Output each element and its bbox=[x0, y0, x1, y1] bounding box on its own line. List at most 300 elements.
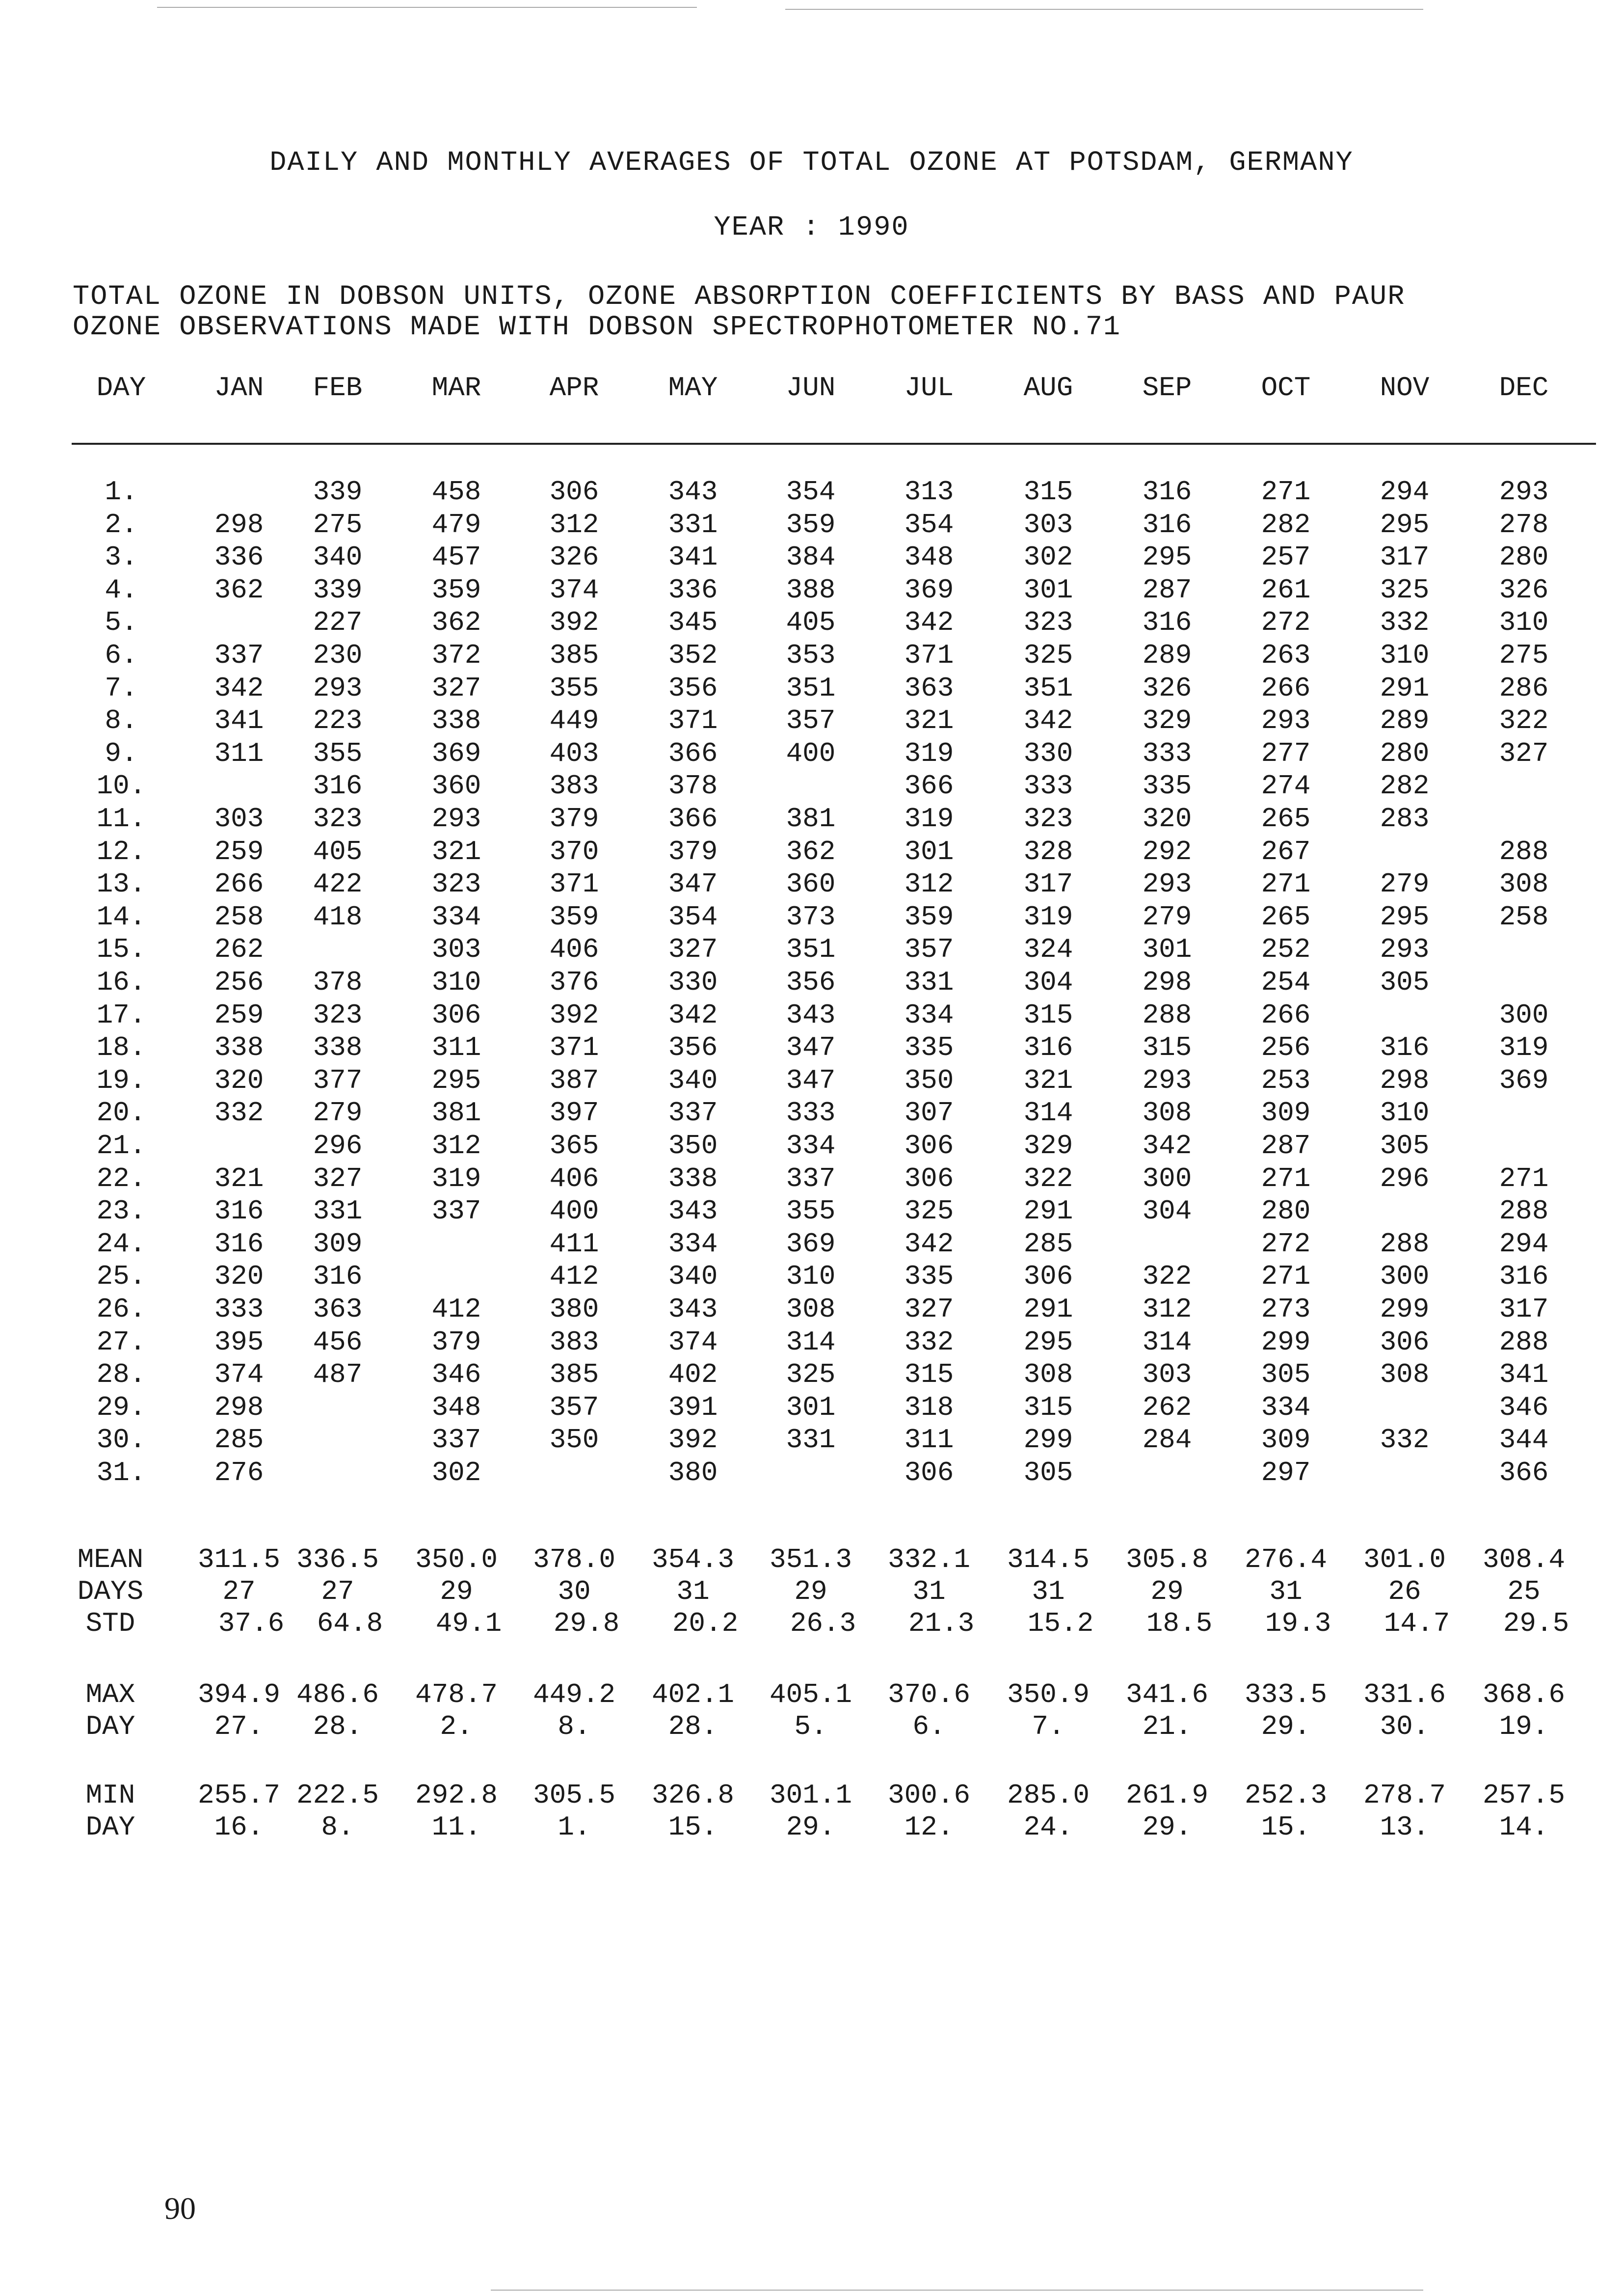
table-cell: 337 bbox=[786, 1162, 836, 1194]
table-cell: 293 bbox=[1142, 1064, 1192, 1096]
table-cell: 359 bbox=[549, 901, 599, 933]
table-cell: 385 bbox=[549, 640, 599, 671]
minday-label: DAY bbox=[85, 1811, 135, 1843]
minday-value: 1. bbox=[558, 1811, 591, 1843]
table-cell: 315 bbox=[1023, 1391, 1073, 1423]
table-cell: 280 bbox=[1380, 737, 1430, 769]
table-cell: 366 bbox=[1499, 1457, 1549, 1488]
table-cell: 333 bbox=[1142, 737, 1192, 769]
table-cell: 312 bbox=[431, 1130, 481, 1162]
table-cell: 338 bbox=[431, 705, 481, 737]
table-cell: 357 bbox=[904, 934, 954, 966]
day-label: 24. bbox=[96, 1228, 146, 1260]
table-cell: 323 bbox=[431, 868, 481, 900]
year-line: YEAR : 1990 bbox=[714, 212, 909, 243]
table-cell: 308 bbox=[786, 1294, 836, 1325]
day-label: 16. bbox=[96, 967, 146, 998]
table-cell: 340 bbox=[313, 541, 363, 573]
table-cell: 293 bbox=[431, 803, 481, 835]
table-cell: 294 bbox=[1499, 1228, 1549, 1260]
mean-value: 336.5 bbox=[296, 1544, 379, 1575]
table-cell: 341 bbox=[668, 541, 718, 573]
table-cell: 334 bbox=[786, 1130, 836, 1162]
days-value: 30 bbox=[558, 1576, 591, 1607]
min-value: 305.5 bbox=[532, 1780, 616, 1811]
table-cell: 316 bbox=[1142, 509, 1192, 540]
table-cell: 303 bbox=[214, 803, 264, 835]
days-value: 27 bbox=[222, 1576, 256, 1607]
scan-mark-top bbox=[157, 7, 697, 8]
table-cell: 400 bbox=[786, 737, 836, 769]
table-cell: 319 bbox=[1499, 1032, 1549, 1064]
table-cell: 330 bbox=[1023, 737, 1073, 769]
day-label: 2. bbox=[105, 509, 138, 540]
minday-value: 15. bbox=[668, 1811, 718, 1843]
table-cell: 323 bbox=[313, 999, 363, 1031]
table-cell: 350 bbox=[668, 1130, 718, 1162]
table-cell: 342 bbox=[1023, 705, 1073, 737]
minday-value: 12. bbox=[904, 1811, 954, 1843]
table-cell: 327 bbox=[1499, 737, 1549, 769]
column-header-mar: MAR bbox=[431, 372, 481, 404]
table-cell: 316 bbox=[313, 770, 363, 802]
table-cell: 315 bbox=[1142, 1032, 1192, 1064]
table-cell: 227 bbox=[313, 607, 363, 639]
table-cell: 274 bbox=[1261, 770, 1311, 802]
table-cell: 335 bbox=[1142, 770, 1192, 802]
table-cell: 369 bbox=[904, 574, 954, 606]
maxday-value: 2. bbox=[440, 1711, 473, 1742]
table-cell: 271 bbox=[1261, 1162, 1311, 1194]
table-cell: 316 bbox=[1142, 476, 1192, 508]
table-cell: 377 bbox=[313, 1064, 363, 1096]
table-cell: 295 bbox=[1380, 901, 1430, 933]
table-cell: 487 bbox=[313, 1359, 363, 1391]
table-cell: 316 bbox=[1499, 1261, 1549, 1293]
table-cell: 395 bbox=[214, 1326, 264, 1358]
maxday-value: 28. bbox=[313, 1711, 363, 1742]
table-cell: 271 bbox=[1261, 476, 1311, 508]
table-cell: 371 bbox=[904, 640, 954, 671]
day-label: 25. bbox=[96, 1261, 146, 1293]
table-cell: 322 bbox=[1499, 705, 1549, 737]
table-cell: 422 bbox=[313, 868, 363, 900]
table-cell: 306 bbox=[904, 1130, 954, 1162]
min-value: 222.5 bbox=[296, 1780, 379, 1811]
table-cell: 316 bbox=[313, 1261, 363, 1293]
table-cell: 348 bbox=[431, 1391, 481, 1423]
table-cell: 331 bbox=[313, 1195, 363, 1227]
column-header-aug: AUG bbox=[1023, 372, 1073, 404]
table-cell: 305 bbox=[1380, 1130, 1430, 1162]
table-cell: 405 bbox=[313, 836, 363, 867]
days-value: 29 bbox=[794, 1576, 827, 1607]
table-cell: 288 bbox=[1499, 1195, 1549, 1227]
table-cell: 278 bbox=[1499, 509, 1549, 540]
table-cell: 351 bbox=[1023, 672, 1073, 704]
table-cell: 303 bbox=[1142, 1359, 1192, 1391]
table-cell: 320 bbox=[214, 1064, 264, 1096]
table-cell: 334 bbox=[904, 999, 954, 1031]
table-cell: 370 bbox=[549, 836, 599, 867]
table-cell: 337 bbox=[668, 1097, 718, 1129]
table-cell: 418 bbox=[313, 901, 363, 933]
table-cell: 275 bbox=[313, 509, 363, 540]
column-header-apr: APR bbox=[549, 372, 599, 404]
table-cell: 359 bbox=[904, 901, 954, 933]
table-cell: 252 bbox=[1261, 934, 1311, 966]
table-cell: 259 bbox=[214, 836, 264, 867]
table-cell: 315 bbox=[1023, 476, 1073, 508]
table-cell: 303 bbox=[1023, 509, 1073, 540]
table-cell: 299 bbox=[1380, 1294, 1430, 1325]
table-cell: 323 bbox=[1023, 607, 1073, 639]
day-label: 31. bbox=[96, 1457, 146, 1488]
table-cell: 289 bbox=[1380, 705, 1430, 737]
mean-value: 314.5 bbox=[1007, 1544, 1090, 1575]
table-cell: 342 bbox=[904, 607, 954, 639]
table-cell: 342 bbox=[904, 1228, 954, 1260]
table-cell: 341 bbox=[214, 705, 264, 737]
table-cell: 287 bbox=[1142, 574, 1192, 606]
table-cell: 301 bbox=[1023, 574, 1073, 606]
day-label: 7. bbox=[105, 672, 138, 704]
table-cell: 305 bbox=[1023, 1457, 1073, 1488]
table-cell: 263 bbox=[1261, 640, 1311, 671]
std-value: 21.3 bbox=[908, 1608, 975, 1639]
day-label: 8. bbox=[105, 705, 138, 737]
table-cell: 291 bbox=[1023, 1294, 1073, 1325]
max-value: 368.6 bbox=[1482, 1679, 1566, 1710]
table-cell: 366 bbox=[668, 737, 718, 769]
table-cell: 325 bbox=[1380, 574, 1430, 606]
table-cell: 306 bbox=[1023, 1261, 1073, 1293]
table-cell: 351 bbox=[786, 672, 836, 704]
maxday-value: 5. bbox=[794, 1711, 827, 1742]
table-cell: 347 bbox=[786, 1032, 836, 1064]
min-value: 255.7 bbox=[197, 1780, 281, 1811]
table-cell: 397 bbox=[549, 1097, 599, 1129]
column-header-jul: JUL bbox=[904, 372, 954, 404]
table-cell: 384 bbox=[786, 541, 836, 573]
table-cell: 363 bbox=[904, 672, 954, 704]
table-cell: 261 bbox=[1261, 574, 1311, 606]
table-cell: 369 bbox=[431, 737, 481, 769]
table-cell: 371 bbox=[668, 705, 718, 737]
table-cell: 327 bbox=[668, 934, 718, 966]
table-cell: 334 bbox=[431, 901, 481, 933]
min-value: 292.8 bbox=[415, 1780, 498, 1811]
table-cell: 337 bbox=[214, 640, 264, 671]
table-cell: 285 bbox=[1023, 1228, 1073, 1260]
table-cell: 356 bbox=[668, 1032, 718, 1064]
table-cell: 325 bbox=[786, 1359, 836, 1391]
table-cell: 356 bbox=[668, 672, 718, 704]
table-cell: 374 bbox=[214, 1359, 264, 1391]
table-cell: 319 bbox=[431, 1162, 481, 1194]
table-cell: 403 bbox=[549, 737, 599, 769]
table-cell: 292 bbox=[1142, 836, 1192, 867]
table-cell: 309 bbox=[1261, 1097, 1311, 1129]
table-cell: 311 bbox=[904, 1424, 954, 1456]
minday-value: 24. bbox=[1023, 1811, 1073, 1843]
table-cell: 288 bbox=[1142, 999, 1192, 1031]
table-cell: 354 bbox=[786, 476, 836, 508]
table-cell: 271 bbox=[1261, 1261, 1311, 1293]
table-cell: 289 bbox=[1142, 640, 1192, 671]
table-cell: 339 bbox=[313, 476, 363, 508]
table-cell: 272 bbox=[1261, 1228, 1311, 1260]
max-value: 350.9 bbox=[1007, 1679, 1090, 1710]
table-cell: 317 bbox=[1380, 541, 1430, 573]
table-cell: 326 bbox=[1499, 574, 1549, 606]
mean-value: 351.3 bbox=[769, 1544, 852, 1575]
day-label: 13. bbox=[96, 868, 146, 900]
table-cell: 293 bbox=[1261, 705, 1311, 737]
table-cell: 310 bbox=[1380, 640, 1430, 671]
min-value: 261.9 bbox=[1125, 1780, 1209, 1811]
min-value: 285.0 bbox=[1007, 1780, 1090, 1811]
table-cell: 322 bbox=[1142, 1261, 1192, 1293]
table-cell: 340 bbox=[668, 1261, 718, 1293]
column-header-dec: DEC bbox=[1499, 372, 1549, 404]
table-cell: 284 bbox=[1142, 1424, 1192, 1456]
table-cell: 277 bbox=[1261, 737, 1311, 769]
table-cell: 343 bbox=[786, 999, 836, 1031]
table-cell: 317 bbox=[1499, 1294, 1549, 1325]
table-cell: 336 bbox=[668, 574, 718, 606]
column-header-day: DAY bbox=[96, 372, 146, 404]
table-cell: 323 bbox=[1023, 803, 1073, 835]
maxday-value: 6. bbox=[912, 1711, 946, 1742]
minday-value: 29. bbox=[786, 1811, 836, 1843]
table-cell: 254 bbox=[1261, 967, 1311, 998]
table-cell: 380 bbox=[668, 1457, 718, 1488]
table-cell: 300 bbox=[1499, 999, 1549, 1031]
table-cell: 316 bbox=[1142, 607, 1192, 639]
table-cell: 308 bbox=[1380, 1359, 1430, 1391]
days-value: 31 bbox=[1032, 1576, 1065, 1607]
table-cell: 275 bbox=[1499, 640, 1549, 671]
table-cell: 328 bbox=[1023, 836, 1073, 867]
table-cell: 402 bbox=[668, 1359, 718, 1391]
table-cell: 306 bbox=[431, 999, 481, 1031]
table-cell: 338 bbox=[313, 1032, 363, 1064]
table-cell: 306 bbox=[1380, 1326, 1430, 1358]
table-cell: 262 bbox=[214, 934, 264, 966]
table-cell: 321 bbox=[431, 836, 481, 867]
table-cell: 283 bbox=[1380, 803, 1430, 835]
table-cell: 296 bbox=[313, 1130, 363, 1162]
day-label: 5. bbox=[105, 607, 138, 639]
max-value: 449.2 bbox=[532, 1679, 616, 1710]
table-cell: 325 bbox=[1023, 640, 1073, 671]
day-label: 23. bbox=[96, 1195, 146, 1227]
table-cell: 373 bbox=[786, 901, 836, 933]
table-cell: 304 bbox=[1023, 967, 1073, 998]
table-cell: 309 bbox=[313, 1228, 363, 1260]
table-cell: 379 bbox=[431, 1326, 481, 1358]
maxday-value: 19. bbox=[1499, 1711, 1549, 1742]
table-cell: 257 bbox=[1261, 541, 1311, 573]
page-number: 90 bbox=[164, 2191, 196, 2226]
max-value: 394.9 bbox=[197, 1679, 281, 1710]
table-cell: 400 bbox=[549, 1195, 599, 1227]
table-cell: 479 bbox=[431, 509, 481, 540]
days-value: 31 bbox=[1269, 1576, 1303, 1607]
table-cell: 312 bbox=[549, 509, 599, 540]
std-value: 64.8 bbox=[317, 1608, 383, 1639]
minday-value: 15. bbox=[1261, 1811, 1311, 1843]
table-cell: 308 bbox=[1142, 1097, 1192, 1129]
table-cell: 332 bbox=[1380, 1424, 1430, 1456]
table-cell: 345 bbox=[668, 607, 718, 639]
table-cell: 304 bbox=[1142, 1195, 1192, 1227]
table-cell: 265 bbox=[1261, 901, 1311, 933]
day-label: 4. bbox=[105, 574, 138, 606]
table-cell: 362 bbox=[431, 607, 481, 639]
mean-value: 311.5 bbox=[197, 1544, 281, 1575]
table-cell: 319 bbox=[1023, 901, 1073, 933]
days-label: DAYS bbox=[77, 1576, 144, 1607]
table-cell: 310 bbox=[1380, 1097, 1430, 1129]
table-cell: 343 bbox=[668, 1294, 718, 1325]
column-header-nov: NOV bbox=[1380, 372, 1430, 404]
mean-value: 305.8 bbox=[1125, 1544, 1209, 1575]
maxday-value: 28. bbox=[668, 1711, 718, 1742]
table-cell: 327 bbox=[904, 1294, 954, 1325]
page-title: DAILY AND MONTHLY AVERAGES OF TOTAL OZONE AT POTSDAM, GERMANY bbox=[269, 147, 1354, 179]
table-cell: 344 bbox=[1499, 1424, 1549, 1456]
days-value: 31 bbox=[676, 1576, 710, 1607]
table-cell: 359 bbox=[786, 509, 836, 540]
table-cell: 337 bbox=[431, 1195, 481, 1227]
table-cell: 293 bbox=[1142, 868, 1192, 900]
table-cell: 291 bbox=[1380, 672, 1430, 704]
table-cell: 288 bbox=[1380, 1228, 1430, 1260]
table-cell: 312 bbox=[1142, 1294, 1192, 1325]
table-cell: 332 bbox=[904, 1326, 954, 1358]
day-label: 26. bbox=[96, 1294, 146, 1325]
table-cell: 327 bbox=[431, 672, 481, 704]
table-cell: 308 bbox=[1023, 1359, 1073, 1391]
table-cell: 340 bbox=[668, 1064, 718, 1096]
table-cell: 317 bbox=[1023, 868, 1073, 900]
table-cell: 311 bbox=[431, 1032, 481, 1064]
table-cell: 259 bbox=[214, 999, 264, 1031]
table-cell: 369 bbox=[786, 1228, 836, 1260]
table-cell: 333 bbox=[214, 1294, 264, 1325]
day-label: 30. bbox=[96, 1424, 146, 1456]
days-value: 25 bbox=[1507, 1576, 1541, 1607]
minday-value: 8. bbox=[321, 1811, 354, 1843]
maxday-label: DAY bbox=[85, 1711, 135, 1742]
description-line-1: TOTAL OZONE IN DOBSON UNITS, OZONE ABSORPTION COEFFICIENTS BY BASS AND PAUR bbox=[73, 281, 1406, 313]
table-cell: 295 bbox=[431, 1064, 481, 1096]
table-cell: 391 bbox=[668, 1391, 718, 1423]
table-cell: 350 bbox=[904, 1064, 954, 1096]
table-cell: 316 bbox=[1023, 1032, 1073, 1064]
table-cell: 315 bbox=[1023, 999, 1073, 1031]
table-cell: 319 bbox=[904, 737, 954, 769]
description-line-2: OZONE OBSERVATIONS MADE WITH DOBSON SPECTROPHOTOMETER NO.71 bbox=[73, 312, 1121, 343]
table-cell: 411 bbox=[549, 1228, 599, 1260]
min-value: 257.5 bbox=[1482, 1780, 1566, 1811]
table-cell: 337 bbox=[431, 1424, 481, 1456]
table-cell: 293 bbox=[1380, 934, 1430, 966]
table-cell: 295 bbox=[1142, 541, 1192, 573]
table-cell: 372 bbox=[431, 640, 481, 671]
max-value: 402.1 bbox=[651, 1679, 735, 1710]
table-cell: 307 bbox=[904, 1097, 954, 1129]
days-value: 26 bbox=[1388, 1576, 1421, 1607]
maxday-value: 8. bbox=[558, 1711, 591, 1742]
day-label: 17. bbox=[96, 999, 146, 1031]
table-cell: 303 bbox=[431, 934, 481, 966]
table-cell: 332 bbox=[214, 1097, 264, 1129]
table-cell: 258 bbox=[1499, 901, 1549, 933]
table-cell: 360 bbox=[786, 868, 836, 900]
table-cell: 347 bbox=[786, 1064, 836, 1096]
table-cell: 363 bbox=[313, 1294, 363, 1325]
table-cell: 381 bbox=[786, 803, 836, 835]
table-cell: 288 bbox=[1499, 836, 1549, 867]
table-cell: 310 bbox=[1499, 607, 1549, 639]
table-cell: 279 bbox=[1380, 868, 1430, 900]
table-cell: 298 bbox=[214, 1391, 264, 1423]
table-cell: 329 bbox=[1023, 1130, 1073, 1162]
table-cell: 253 bbox=[1261, 1064, 1311, 1096]
table-cell: 383 bbox=[549, 1326, 599, 1358]
table-cell: 301 bbox=[786, 1391, 836, 1423]
table-cell: 319 bbox=[904, 803, 954, 835]
table-cell: 457 bbox=[431, 541, 481, 573]
table-cell: 314 bbox=[1142, 1326, 1192, 1358]
std-value: 18.5 bbox=[1146, 1608, 1213, 1639]
table-cell: 360 bbox=[431, 770, 481, 802]
table-cell: 346 bbox=[431, 1359, 481, 1391]
day-label: 12. bbox=[96, 836, 146, 867]
table-cell: 380 bbox=[549, 1294, 599, 1325]
table-cell: 324 bbox=[1023, 934, 1073, 966]
table-cell: 265 bbox=[1261, 803, 1311, 835]
table-cell: 371 bbox=[549, 1032, 599, 1064]
table-cell: 299 bbox=[1261, 1326, 1311, 1358]
table-cell: 322 bbox=[1023, 1162, 1073, 1194]
table-cell: 343 bbox=[668, 476, 718, 508]
table-cell: 369 bbox=[1499, 1064, 1549, 1096]
day-label: 20. bbox=[96, 1097, 146, 1129]
day-label: 11. bbox=[96, 803, 146, 835]
table-cell: 339 bbox=[313, 574, 363, 606]
mean-label: MEAN bbox=[77, 1544, 144, 1575]
table-cell: 320 bbox=[1142, 803, 1192, 835]
table-cell: 316 bbox=[1380, 1032, 1430, 1064]
table-cell: 378 bbox=[313, 967, 363, 998]
table-cell: 223 bbox=[313, 705, 363, 737]
table-cell: 291 bbox=[1023, 1195, 1073, 1227]
column-header-may: MAY bbox=[668, 372, 718, 404]
max-value: 331.6 bbox=[1363, 1679, 1446, 1710]
table-cell: 293 bbox=[1499, 476, 1549, 508]
minday-value: 11. bbox=[431, 1811, 481, 1843]
maxday-value: 7. bbox=[1032, 1711, 1065, 1742]
mean-value: 350.0 bbox=[415, 1544, 498, 1575]
table-cell: 374 bbox=[668, 1326, 718, 1358]
table-cell: 335 bbox=[904, 1032, 954, 1064]
max-value: 405.1 bbox=[769, 1679, 852, 1710]
table-cell: 297 bbox=[1261, 1457, 1311, 1488]
